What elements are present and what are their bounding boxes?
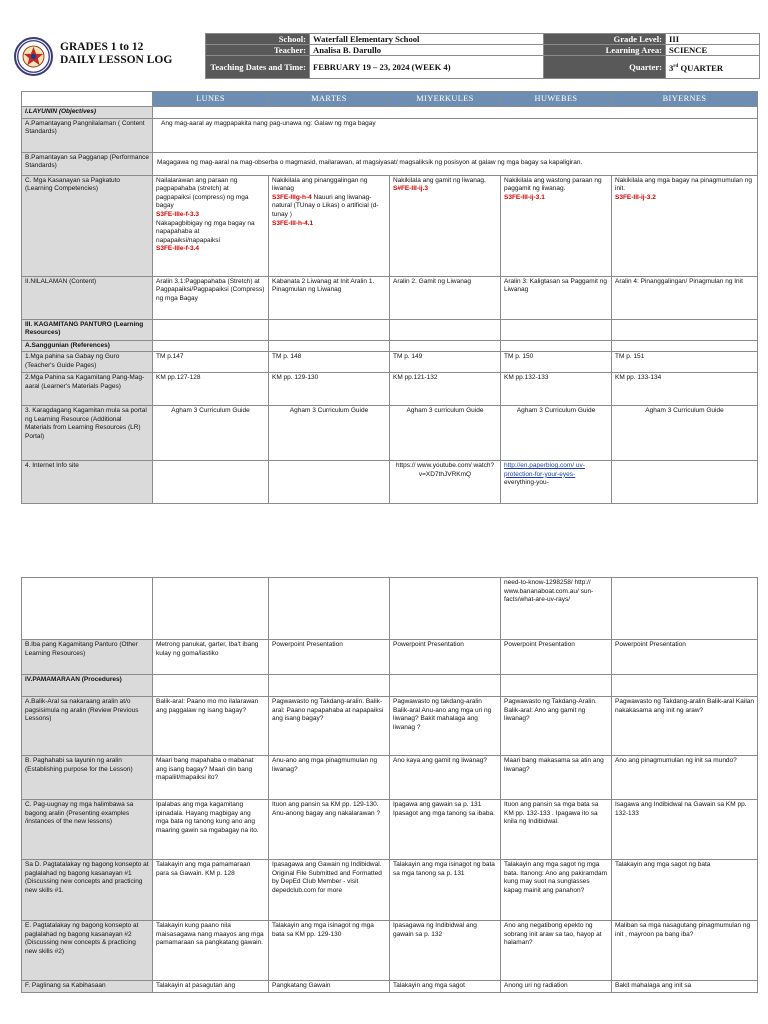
title-line-1: GRADES 1 to 12 [60,41,144,53]
lr-portal-label: 3. Karagdagang Kagamitan mula sa portal ng Learning Resource (Additional Materials from Learning Resources (LR) Portal) [22,406,153,461]
cont-label [22,578,153,640]
quarter-value [666,56,760,79]
review-label: A.Balik-Aral sa nakaraang aralin at/o pagsisimula ng aralin (Review Previous Lessons) [22,697,153,756]
new-concepts-1-tue: Ipasagawa ang Gawain ng Indibidwal. Original File Submitted and Formatted by DepEd Club Member - visit depedclub.com for more [269,860,390,921]
other-resources-fri: Powerpoint Presentation [612,640,758,675]
other-resources-tue: Powerpoint Presentation [269,640,390,675]
references-empty-thu [501,340,612,352]
procedures-empty-fri [612,675,758,697]
review-tue: Pagwawasto ng Takdang-aralin. Balik-aral: Paano napapahaba at napapaiksi ang isang bagay? [269,697,390,756]
references-empty-mon [153,340,269,352]
lm-pages-label: 2.Mga Pahina sa Kagamitang Pang-Mag-aaral (Learner's Materials Pages) [22,373,153,406]
new-concepts-1-wed: Talakayin ang mga isinagot ng bata sa mga tanong sa p. 131 [390,860,501,921]
competency-mon-text1: Nailalarawan ang paraan ng pagpapahaba (stretch) at pagpapaiksi (compress) ng mga bagay [156,176,249,210]
competency-tue-text2: Nauuri ang liwanag-natural (TUnay o Likas) o artificial (d-tunay ) [272,193,379,218]
examples-wed: Ipagawa ang gawain sa p. 131 Ipasagot ang mga tanong sa ibaba. [390,800,501,860]
references-empty-wed [390,340,501,352]
lr-portal-wed: Agham 3 curriculum Guide [390,406,501,461]
content-tue: Kabanata 2 Liwanag at Init Aralin 1. Pinagmulan ng Liwanag [269,276,390,319]
content-standards-text [153,118,758,152]
references-empty-fri [612,340,758,352]
competency-thu [501,175,612,276]
internet-link-thu-rest: everything-you- [504,479,549,487]
competency-wed-text: Nakikilala ang gamit ng liwanag. [393,176,486,184]
examples-mon: Ipalabas ang mga kagamitang ipinadala. Hayang magbigay ang mga bata ng tanong kung ano ang maaring gawin sa mgabagay na ito. [153,800,269,860]
internet-site-wed: https:// www.youtube.com/ watch?v=XD7thJVRKmQ [390,461,501,504]
school-value: Waterfall Elementary School [310,34,544,45]
resources-empty-fri [612,319,758,340]
content-thu: Aralin 3: Kaligtasan sa Paggamit ng Liwanag [501,276,612,319]
lm-pages-wed: KM pp.121-132 [390,373,501,406]
new-concepts-2-mon: Talakayin kung paano nila maisasagawa nang maayos ang mga pamamaraan sa pangkatang gawain. [153,921,269,981]
dates-value: FEBRUARY 19 – 23, 2024 (WEEK 4) [310,56,544,79]
mastery-mon: Talakayin at pasagutan ang [153,981,269,993]
competency-tue [269,175,390,276]
quarter-label: Quarter: [544,56,666,79]
lm-pages-fri: KM pp. 133-134 [612,373,758,406]
competency-tue-text1: Nakikilala ang pinanggalingan ng liwanag [272,176,368,193]
review-thu: Pagwawasto ng Takdang-Aralin. Balik-aral: Ano ang gamit ng liwanag? [501,697,612,756]
lm-pages-mon: KM pp.127-128 [153,373,269,406]
resources-empty-wed [390,319,501,340]
purpose-fri: Ano ang pinagmumulan ng init sa mundo? [612,756,758,800]
mastery-fri: Bakit mahalaga ang init sa [612,981,758,993]
tg-pages-fri: TM p. 151 [612,352,758,373]
purpose-thu: Maari bang makasama sa atin ang liwanag? [501,756,612,800]
tg-pages-tue: TM p. 148 [269,352,390,373]
cont-mon [153,578,269,640]
new-concepts-2-tue: Talakayin ang mga isinagot ng mga bata sa KM pp. 129-130 [269,921,390,981]
new-concepts-2-wed: Ipasagawa ng Indibidwal ang gawain sa p. 132 [390,921,501,981]
procedures-empty-thu [501,675,612,697]
lesson-table-page-2 [21,577,758,993]
area-label: Learning Area: [544,45,666,56]
review-fri: Pagwawasto ng Takdang-aralin Balik-aral Kailan nakakasama ang init ng araw? [612,697,758,756]
day-header-wed: MIYERKULES [390,92,501,107]
quarter-suffix: rd [673,63,679,69]
competency-mon-text2: Nakapagbibigay ng mga bagay na napapahaba at napapaiksi/napapaiksi [156,219,255,244]
lesson-table-page-1 [21,91,758,504]
competency-fri [612,175,758,276]
new-concepts-1-thu: Talakayin ang mga sagot ng mga bata. Itanong: Ano ang pakiramdam kung may suot na sunglasses kapag mainit ang panahon? [501,860,612,921]
cont-wed [390,578,501,640]
competencies-label: C. Mga Kasanayan sa Pagkatuto (Learning Competencies) [22,175,153,276]
competency-fri-text: Nakikilala ang mga bagay na pinagmumulan ng init. [615,176,752,193]
examples-tue: Ituon ang pansin sa KM pp. 129-130. Anu-anong bagay ang nakalarawan ? [269,800,390,860]
competency-thu-text: Nakikilala ang wastong paraan ng paggamit ng liwanag. [504,176,602,193]
competency-tue-code2: S3FE-III-h-4.1 [272,219,314,227]
deped-seal-logo [14,37,53,76]
header-info-table [205,33,760,79]
procedures-empty-mon [153,675,269,697]
day-header-tue: MARTES [269,92,390,107]
procedures-label: IV.PAMAMARAAN (Procedures) [22,675,153,697]
purpose-tue: Anu-ano ang mga pinagmumulan ng liwanag? [269,756,390,800]
resources-empty-tue [269,319,390,340]
lm-pages-thu: KM pp.132-133 [501,373,612,406]
mastery-wed: Talakayin ang mga sagot [390,981,501,993]
new-concepts-1-label: Sa D. Pagtatalakay ng bagong konsepto at paglalahad ng bagong kasanayan #1 (Discussing new concepts and practicing new skills #1. [22,860,153,921]
performance-standards-label: B.Pamantayan sa Pagganap (Performance Standards) [22,152,153,175]
content-mon: Aralin 3.1:Pagpapahaba (Stretch) at Pagpapaiksi/Pagpapaiksi (Compress) ng mga Bagay [153,276,269,319]
dates-label: Teaching Dates and Time: [206,56,310,79]
competency-wed-code: S#FE-III-ij.3 [393,185,429,193]
mastery-label: F. Paglinang sa Kabihasaan [22,981,153,993]
school-label: School: [206,34,310,45]
internet-site-fri [612,461,758,504]
examples-thu: Ituon ang pansin sa mga bata sa KM pp. 132-133 . Ipagawa ito sa knila ng Indibidwal. [501,800,612,860]
other-resources-wed: Powerpoint Presentation [390,640,501,675]
content-wed: Aralin 2. Gamit ng Liwanag [390,276,501,319]
document-title [60,41,172,67]
references-empty-tue [269,340,390,352]
other-resources-label: B.Iba pang Kagamitang Panturo (Other Learning Resources) [22,640,153,675]
day-header-fri: BIYERNES [612,92,758,107]
examples-fri: Isagawa ang Indibidwal na Gawain sa KM pp. 132-133 [612,800,758,860]
tg-pages-label: 1.Mga pahina sa Gabay ng Guro (Teacher's Guide Pages) [22,352,153,373]
teacher-label: Teacher: [206,45,310,56]
competency-mon [153,175,269,276]
quarter-word: QUARTER [678,62,724,73]
content-standards-value: Ang mag-aaral ay magpapakita nang pag-unawa ng: Galaw ng mga bagay [161,119,376,127]
competency-tue-code1: S3FE-IIIg-h-4 [272,193,312,201]
competency-mon-code2: S3FE-IIIe-f-3.4 [156,245,199,253]
competency-mon-code1: S3FE-IIIe-f-3.3 [156,210,199,218]
other-resources-thu: Powerpoint Presentation [501,640,612,675]
procedures-empty-tue [269,675,390,697]
quarter-number: 3 [669,62,674,73]
teacher-value: Analisa B. Darullo [310,45,544,56]
internet-site-thu [501,461,612,504]
tg-pages-wed: TM p. 149 [390,352,501,373]
resources-label: III. KAGAMITANG PANTURO (Learning Resources) [22,319,153,340]
content-standards-label: A.Pamantayang Pangnilalaman ( Content Standards) [22,118,153,152]
area-value: SCIENCE [666,45,760,56]
grade-value: III [666,34,760,45]
day-header-mon: LUNES [153,92,269,107]
tg-pages-mon: TM p.147 [153,352,269,373]
internet-site-tue [269,461,390,504]
lr-portal-thu: Agham 3 Curriculum Guide [501,406,612,461]
mastery-thu: Anong uri ng radiation [501,981,612,993]
purpose-mon: Maari bang mapahaba o mabanat ang isang bagay? Maari din bang mapaliit/mapaiksi ito? [153,756,269,800]
cont-thu: need-to-know-1298258/ http:// www.bananaboat.com.au/ sun-facts/what-are-uv-rays/ [501,578,612,640]
internet-site-mon [153,461,269,504]
cont-tue [269,578,390,640]
internet-link-thu[interactable]: http://en.paperblog.com/ uv-protection-for-your-eyes- [504,462,585,478]
other-resources-mon: Metrong panukat, garter, Iba't ibang kulay ng goma/lastiko [153,640,269,675]
competency-thu-code: S3FE-III-ij-3.1 [504,193,545,201]
lr-portal-mon: Agham 3 Curriculum Guide [153,406,269,461]
layunin-empty [153,107,758,119]
grade-label: Grade Level: [544,34,666,45]
mastery-tue: Pangkatang Gawain [269,981,390,993]
procedures-empty-wed [390,675,501,697]
lr-portal-fri: Agham 3 Curriculum Guide [612,406,758,461]
resources-empty-mon [153,319,269,340]
content-label: II.NILALAMAN (Content) [22,276,153,319]
purpose-label: B. Paghahabi sa layunin ng aralin (Establishing purpose for the Lesson) [22,756,153,800]
cont-fri [612,578,758,640]
competency-wed [390,175,501,276]
content-fri: Aralin 4: Pinanggalingan/ Pinagmulan ng Init [612,276,758,319]
tg-pages-thu: TM p. 150 [501,352,612,373]
lr-portal-tue: Agham 3 Curriculum Guide [269,406,390,461]
review-wed: Pagwawasto ng takdang-aralin Balik-aral Anu-ano ang mga uri ng liwanag? Bakit mahalaga ang liwanag ? [390,697,501,756]
layunin-label [22,107,153,119]
examples-label: C. Pag-uugnay ng mga halimbawa sa bagong aralin (Presenting examples /instances of the new lessons) [22,800,153,860]
new-concepts-2-thu: Ano ang negatibong epekto ng sobrang init araw sa tao, hayop at halaman? [501,921,612,981]
new-concepts-2-fri: Maliban sa mga nasagutang pinagmumulan ng init , mayroon pa bang iba? [612,921,758,981]
resources-empty-thu [501,319,612,340]
internet-site-label: 4. Internet Info site [22,461,153,504]
purpose-wed: Ano kaya ang gamit ng liwanag? [390,756,501,800]
new-concepts-1-mon: Talakayin ang mga pamamaraan para sa Gawain. KM p. 128 [153,860,269,921]
corner-cell [22,92,153,107]
new-concepts-2-label: E. Pagtatalakay ng bagong konsepto at paglalahad ng bagong kasanayan #2 (Discussing new concepts & practicing new skills #2) [22,921,153,981]
lm-pages-tue: KM pp. 129-130 [269,373,390,406]
layunin-text: I.LAYUNIN (Objectives) [25,108,97,115]
references-label: A.Sanggunian (References) [22,340,153,352]
new-concepts-1-fri: Talakayin ang mga sagot ng bata [612,860,758,921]
competency-fri-code: S3FE-III-ij-3.2 [615,193,656,201]
performance-standards-text: Magagawa ng mag-aaral na mag-obserba o magmasid, mailarawan, at magsiyasat/ magsaliksik ng posisyon at galaw ng mga bagay sa kapaligiran. [153,152,758,175]
title-line-2: DAILY LESSON LOG [60,54,173,66]
review-mon: Balik-aral: Paano mo mo ilalarawan ang paggalaw ng isang bagay? [153,697,269,756]
day-header-thu: HUWEBES [501,92,612,107]
